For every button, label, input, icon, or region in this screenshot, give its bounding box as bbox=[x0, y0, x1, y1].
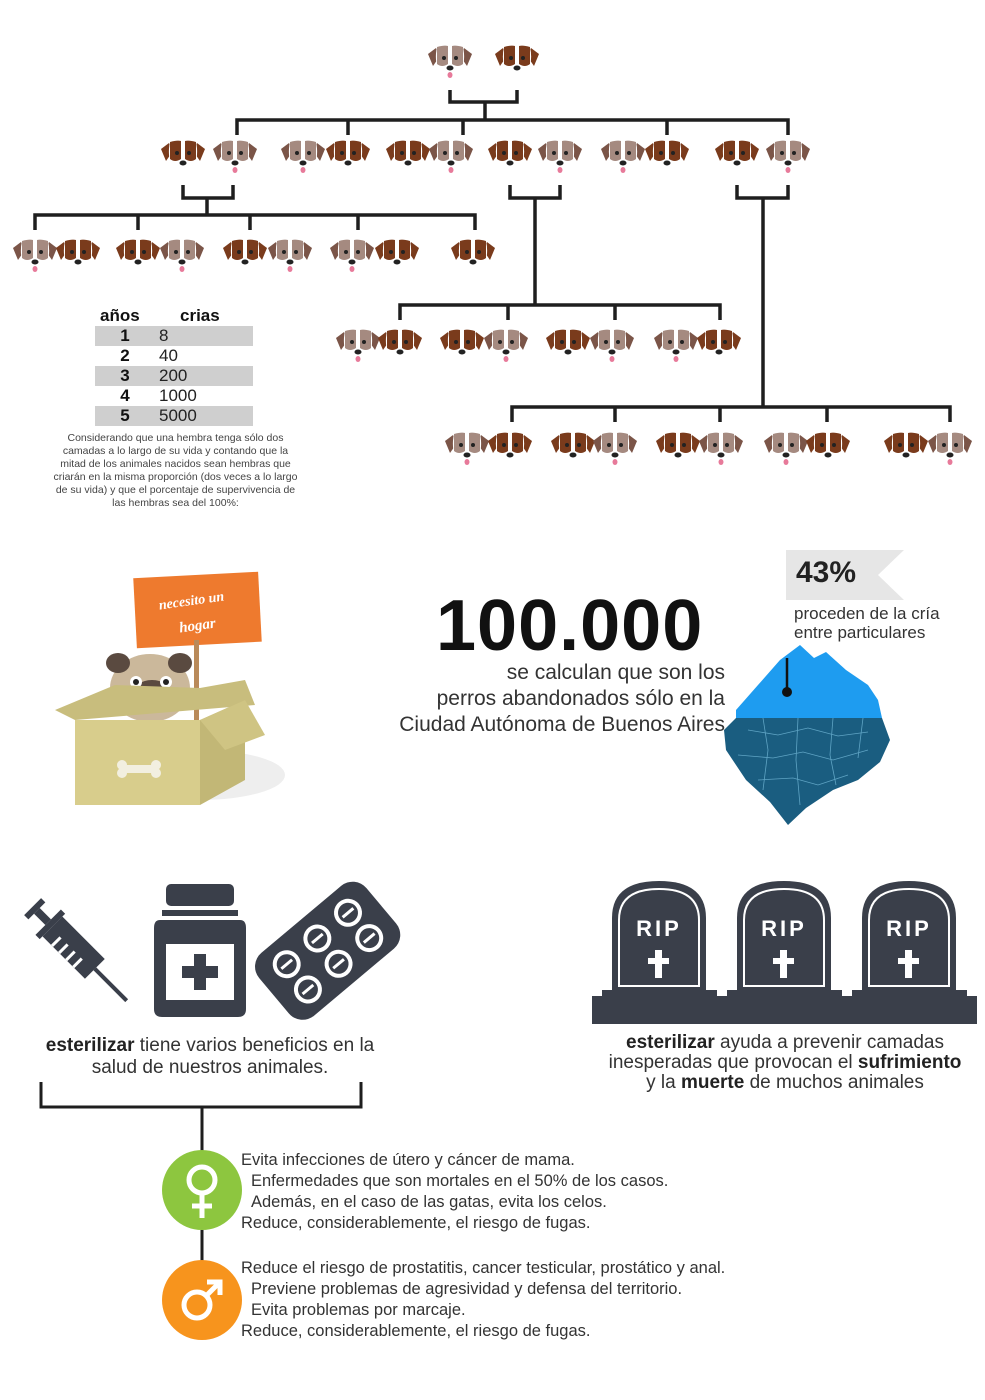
dog-face-icon bbox=[56, 239, 100, 274]
dog-face-icon bbox=[884, 432, 928, 467]
dog-face-icon bbox=[330, 239, 374, 274]
dog-face-icon bbox=[160, 239, 204, 274]
map-pointer-dot bbox=[782, 687, 792, 697]
dog-face-icon bbox=[429, 140, 473, 175]
tombstones bbox=[592, 878, 977, 1026]
dog-face-icon bbox=[451, 239, 495, 274]
dog-face-icon bbox=[488, 432, 532, 467]
dog-face-icon bbox=[928, 432, 972, 467]
dog-face-icon bbox=[428, 45, 472, 80]
male-circle bbox=[162, 1260, 242, 1340]
dog-face-icon bbox=[223, 239, 267, 274]
dog-face-icon bbox=[697, 329, 741, 364]
list-item: Reduce, considerablemente, el riesgo de fugas. bbox=[241, 1214, 591, 1232]
benefits-text: esterilizar tiene varios beneficios en la salud de nuestros animales. bbox=[45, 1035, 375, 1078]
sign-board bbox=[133, 572, 261, 648]
table-row bbox=[95, 346, 253, 366]
female-symbol-icon bbox=[162, 1150, 242, 1230]
year-cell: 5 bbox=[120, 406, 130, 425]
year-cell: 4 bbox=[120, 386, 130, 405]
dog-face-icon bbox=[590, 329, 634, 364]
dog-face-icon bbox=[161, 140, 205, 175]
dog-face-icon bbox=[336, 329, 380, 364]
dog-face-icon bbox=[375, 239, 419, 274]
pill-pack-icon bbox=[252, 880, 402, 1020]
female-circle bbox=[162, 1150, 242, 1230]
year-cell: 3 bbox=[120, 366, 130, 385]
tombstone-icon bbox=[717, 881, 852, 1024]
dog-face-icon bbox=[326, 140, 370, 175]
dog-face-icon bbox=[386, 140, 430, 175]
buenos-aires-map bbox=[718, 640, 898, 830]
map-north-region bbox=[736, 645, 882, 718]
table-header-litters: crias bbox=[180, 306, 220, 325]
tombstone-icon bbox=[842, 881, 977, 1024]
list-item: Evita problemas por marcaje. bbox=[251, 1301, 466, 1319]
litters-cell: 8 bbox=[159, 326, 169, 345]
dog-face-icon bbox=[656, 432, 700, 467]
medicine-bottle-icon bbox=[152, 884, 248, 1019]
table-header-years: años bbox=[100, 306, 140, 325]
percent-description: proceden de la cría entre particulares bbox=[794, 604, 940, 642]
litters-cell: 200 bbox=[159, 366, 188, 385]
year-cell: 1 bbox=[120, 326, 130, 345]
female-benefits-list bbox=[241, 1150, 668, 1234]
table-row bbox=[95, 366, 253, 386]
dog-face-icon bbox=[601, 140, 645, 175]
dog-face-icon bbox=[593, 432, 637, 467]
litters-cell: 40 bbox=[159, 346, 178, 365]
dog-face-icon bbox=[495, 45, 539, 80]
dog-face-icon bbox=[440, 329, 484, 364]
list-item: Reduce, considerablemente, el riesgo de fugas. bbox=[241, 1322, 591, 1340]
dog-face-icon bbox=[13, 239, 57, 274]
dog-face-icon bbox=[484, 329, 528, 364]
dog-face-icon bbox=[764, 432, 808, 467]
list-item: Previene problemas de agresividad y defensa del territorio. bbox=[251, 1280, 683, 1298]
dog-in-box-illustration bbox=[50, 570, 280, 810]
dog-face-icon bbox=[116, 239, 160, 274]
table-row bbox=[95, 326, 253, 346]
dog-face-icon bbox=[551, 432, 595, 467]
list-item: Además, en el caso de las gatas, evita los celos. bbox=[251, 1193, 607, 1211]
rip-label: RIP bbox=[761, 916, 807, 941]
dog-face-icon bbox=[538, 140, 582, 175]
dog-face-icon bbox=[281, 140, 325, 175]
year-cell: 2 bbox=[120, 346, 130, 365]
dog-face-icon bbox=[488, 140, 532, 175]
abandoned-description: se calculan que son los perros abandonados sólo en la Ciudad Autónoma de Buenos Aires bbox=[399, 661, 725, 736]
table-note: Considerando que una hembra tenga sólo dos camadas a lo largo de su vida y contando que la mitad de los animales nacidos sean hembras que criarán en la misma proporción (dos veces a lo largo de su vida) y que el porcentaje de supervivencia de las hembras sea del 100%: bbox=[53, 432, 298, 509]
syringe-icon bbox=[8, 882, 153, 1027]
rip-label: RIP bbox=[636, 916, 682, 941]
dog-face-icon bbox=[445, 432, 489, 467]
prevent-text: esterilizar ayuda a prevenir camadas inesperadas que provocan el sufrimiento y la muerte de muchos animales bbox=[608, 1032, 962, 1093]
sign-text-2: hogar bbox=[178, 615, 217, 637]
box-front bbox=[75, 720, 200, 805]
percent-value: 43% bbox=[796, 556, 857, 589]
dog-face-icon bbox=[715, 140, 759, 175]
sign-text-1: necesito un bbox=[157, 589, 226, 614]
table-row bbox=[95, 406, 253, 426]
male-symbol-icon bbox=[162, 1260, 242, 1340]
list-item: Evita infecciones de útero y cáncer de mama. bbox=[241, 1151, 575, 1169]
table-row bbox=[95, 386, 253, 406]
dog-face-icon bbox=[378, 329, 422, 364]
map-south-region bbox=[724, 718, 890, 825]
tombstone-icon bbox=[592, 881, 727, 1024]
dog-face-icon bbox=[766, 140, 810, 175]
litters-cell: 1000 bbox=[159, 386, 197, 405]
list-item: Reduce el riesgo de prostatitis, cancer testicular, prostático y anal. bbox=[241, 1259, 726, 1277]
dog-face-icon bbox=[806, 432, 850, 467]
dog-face-icon bbox=[645, 140, 689, 175]
male-benefits-list bbox=[241, 1258, 725, 1342]
dog-face-icon bbox=[654, 329, 698, 364]
dog-face-icon bbox=[699, 432, 743, 467]
rip-label: RIP bbox=[886, 916, 932, 941]
dog-face-icon bbox=[546, 329, 590, 364]
dog-face-icon bbox=[213, 140, 257, 175]
list-item: Enfermedades que son mortales en el 50% de los casos. bbox=[251, 1172, 669, 1190]
litters-cell: 5000 bbox=[159, 406, 197, 425]
abandoned-number: 100.000 bbox=[436, 586, 704, 666]
dog-face-icon bbox=[268, 239, 312, 274]
